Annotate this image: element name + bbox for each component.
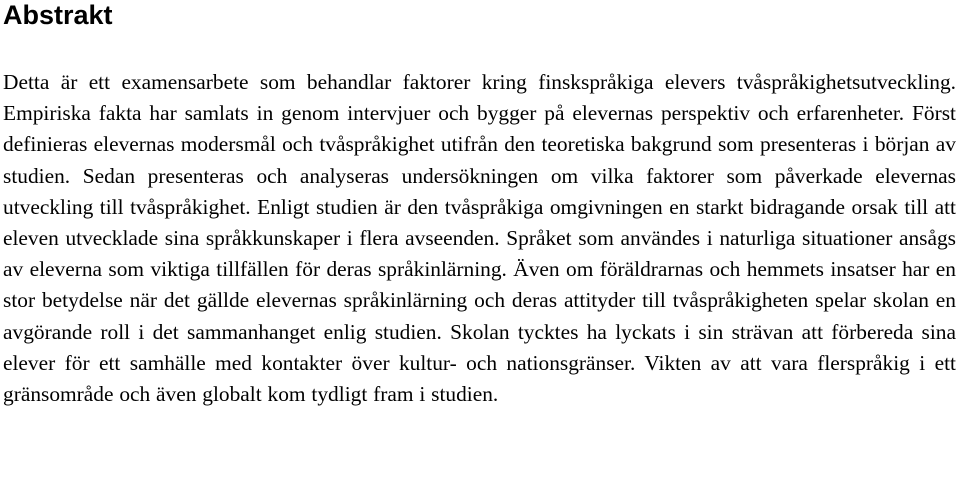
abstract-paragraph: Detta är ett examensarbete som behandlar faktorer kring finskspråkiga elevers tvåspråkighetsutveckling. Empiriska fakta har samlats in genom intervjuer och bygger på elevernas perspektiv och erfarenheter. Först definieras elevernas modersmål och tvåspråkighet utifrån den teoretiska bakgrund som presenteras i början av studien. Sedan presenteras och analyseras undersökningen om vilka faktorer som påverkade elevernas utveckling till tvåspråkighet. Enligt studien är den tvåspråkiga omgivningen en starkt bidragande orsak till att eleven utvecklade sina språkkunskaper i flera avseenden. Språket som användes i naturliga situationer ansågs av eleverna som viktiga tillfällen för deras språkinlärning. Även om föräldrarnas och hemmets insatser har en stor betydelse när det gällde elevernas språkinlärning och deras attityder till tvåspråkigheten spelar skolan en avgörande roll i det sammanhanget enlig studien. Skolan tycktes ha lyckats i sin strävan att förbereda sina elever för ett samhälle med kontakter över kultur- och nationsgränser. Vikten av att vara flerspråkig i ett gränsområde och även globalt kom tydligt fram i studien. xyxy=(3,70,956,407)
section-heading: Abstrakt xyxy=(3,0,113,30)
